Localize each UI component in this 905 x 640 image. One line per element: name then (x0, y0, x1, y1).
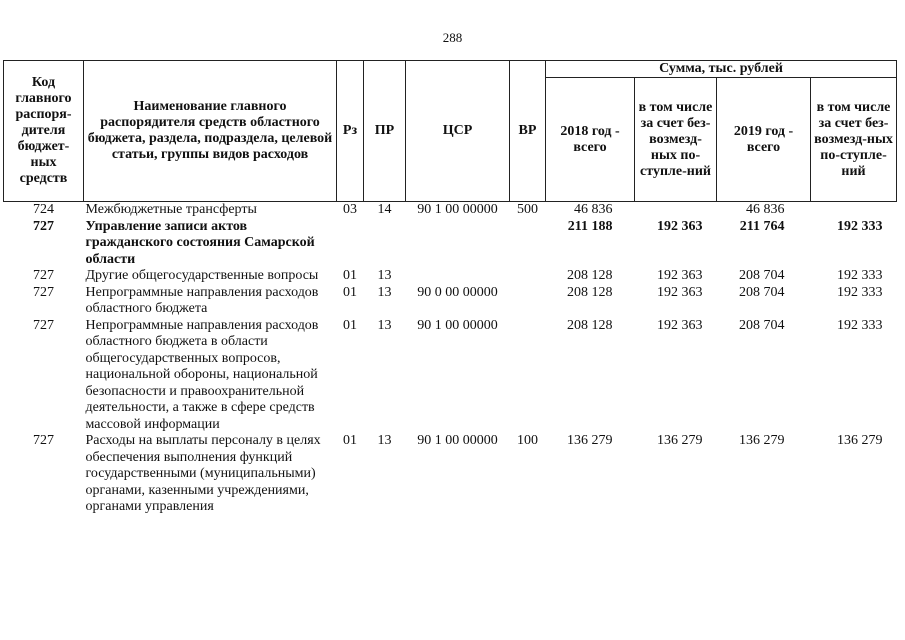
header-sum: Сумма, тыс. рублей (546, 61, 897, 78)
cell-2019-incl: 192 333 (837, 317, 883, 333)
cell-code: 724 (33, 202, 54, 217)
cell-2019-total: 208 704 (739, 317, 785, 333)
cell-vr: 100 (517, 433, 538, 448)
cell-code: 727 (33, 268, 54, 283)
cell-csr: 90 0 00 00000 (417, 284, 498, 300)
cell-csr (406, 219, 510, 269)
cell-name: Управление записи актов гражданского состояния Самарской области (85, 218, 315, 267)
cell-rz: 01 (343, 284, 357, 300)
cell-2018-total: 208 128 (567, 268, 613, 283)
cell-pr: 13 (377, 433, 392, 448)
cell-2019-total: 208 704 (739, 268, 785, 283)
cell-vr (510, 219, 546, 269)
cell-vr: 500 (517, 202, 538, 217)
table-body (4, 202, 897, 516)
header-name: Наименование главного распорядителя средств областного бюджета, раздела, подраздела, целевой статьи, группы видов расходов (84, 61, 337, 202)
cell-2019-total: 208 704 (739, 284, 785, 300)
cell-2018-incl: 192 363 (657, 218, 703, 234)
cell-rz: 03 (343, 202, 357, 217)
cell-2019-incl: 136 279 (837, 433, 883, 448)
cell-2019-incl (811, 202, 897, 219)
cell-code: 727 (33, 317, 54, 333)
cell-rz: 01 (343, 317, 357, 333)
cell-2019-incl: 192 333 (837, 284, 883, 300)
header-rz: Рз (337, 61, 364, 202)
header-2018-total: 2018 год - всего (546, 78, 635, 202)
cell-2019-incl: 192 333 (837, 268, 883, 283)
cell-code: 727 (33, 433, 54, 448)
cell-2018-total: 208 128 (567, 317, 613, 333)
cell-2018-incl: 192 363 (657, 268, 703, 283)
header-csr: ЦСР (406, 61, 510, 202)
table-header (4, 61, 897, 202)
cell-name: Непрограммные направления расходов областного бюджета (85, 284, 319, 316)
cell-2018-incl: 192 363 (657, 284, 703, 300)
cell-name: Другие общегосударственные вопросы (85, 268, 319, 283)
cell-2018-incl: 136 279 (657, 433, 703, 448)
cell-vr (510, 318, 546, 434)
cell-rz (337, 219, 364, 269)
cell-pr (364, 219, 406, 269)
header-2019-incl: в том числе за счет без-возмезд-ных по-ступле-ний (811, 78, 897, 202)
cell-vr (510, 268, 546, 285)
cell-2018-total: 136 279 (567, 433, 613, 448)
cell-2019-total: 136 279 (739, 433, 785, 448)
cell-2019-total: 211 764 (739, 218, 785, 234)
cell-name: Межбюджетные трансферты (85, 202, 257, 217)
cell-csr: 90 1 00 00000 (417, 317, 498, 333)
table-row (4, 219, 897, 269)
cell-pr: 13 (377, 284, 392, 300)
cell-pr: 14 (377, 202, 392, 217)
budget-table (3, 60, 897, 516)
cell-name: Расходы на выплаты персоналу в целях обеспечения выполнения функций государственными (муниципальными) органами, казенными учреждениями, органами управления (85, 433, 321, 514)
cell-rz: 01 (343, 433, 357, 448)
cell-2019-total: 46 836 (746, 202, 785, 217)
table-row (4, 202, 897, 219)
header-code: Код главного распоря-дителя бюджет-ных средств (4, 61, 84, 202)
header-2019-total: 2019 год - всего (717, 78, 811, 202)
table-row (4, 433, 897, 516)
table-row (4, 285, 897, 318)
cell-2018-total: 46 836 (574, 202, 613, 217)
cell-2019-incl: 192 333 (837, 218, 883, 234)
table-row (4, 268, 897, 285)
cell-csr: 90 1 00 00000 (417, 433, 498, 448)
cell-2018-total: 211 188 (567, 218, 613, 234)
cell-rz: 01 (343, 268, 357, 283)
cell-code: 727 (33, 218, 54, 234)
cell-2018-incl (635, 202, 717, 219)
header-vr: ВР (510, 61, 546, 202)
cell-name: Непрограммные направления расходов областного бюджета в области общегосударственных вопросов, национальной обороны, национальной безопасности и правоохранительной деятельности, а также в сфере средств массовой информации (85, 317, 319, 432)
cell-vr (510, 285, 546, 318)
cell-code: 727 (33, 284, 54, 300)
cell-pr: 13 (377, 317, 392, 333)
header-2018-incl: в том числе за счет без-возмезд-ных по-ступле-ний (635, 78, 717, 202)
cell-pr: 13 (377, 268, 392, 283)
table-row (4, 318, 897, 434)
cell-csr (406, 268, 510, 285)
cell-2018-total: 208 128 (567, 284, 613, 300)
cell-csr: 90 1 00 00000 (417, 202, 498, 217)
header-pr: ПР (364, 61, 406, 202)
cell-2018-incl: 192 363 (657, 317, 703, 333)
page-number: 288 (442, 30, 463, 45)
